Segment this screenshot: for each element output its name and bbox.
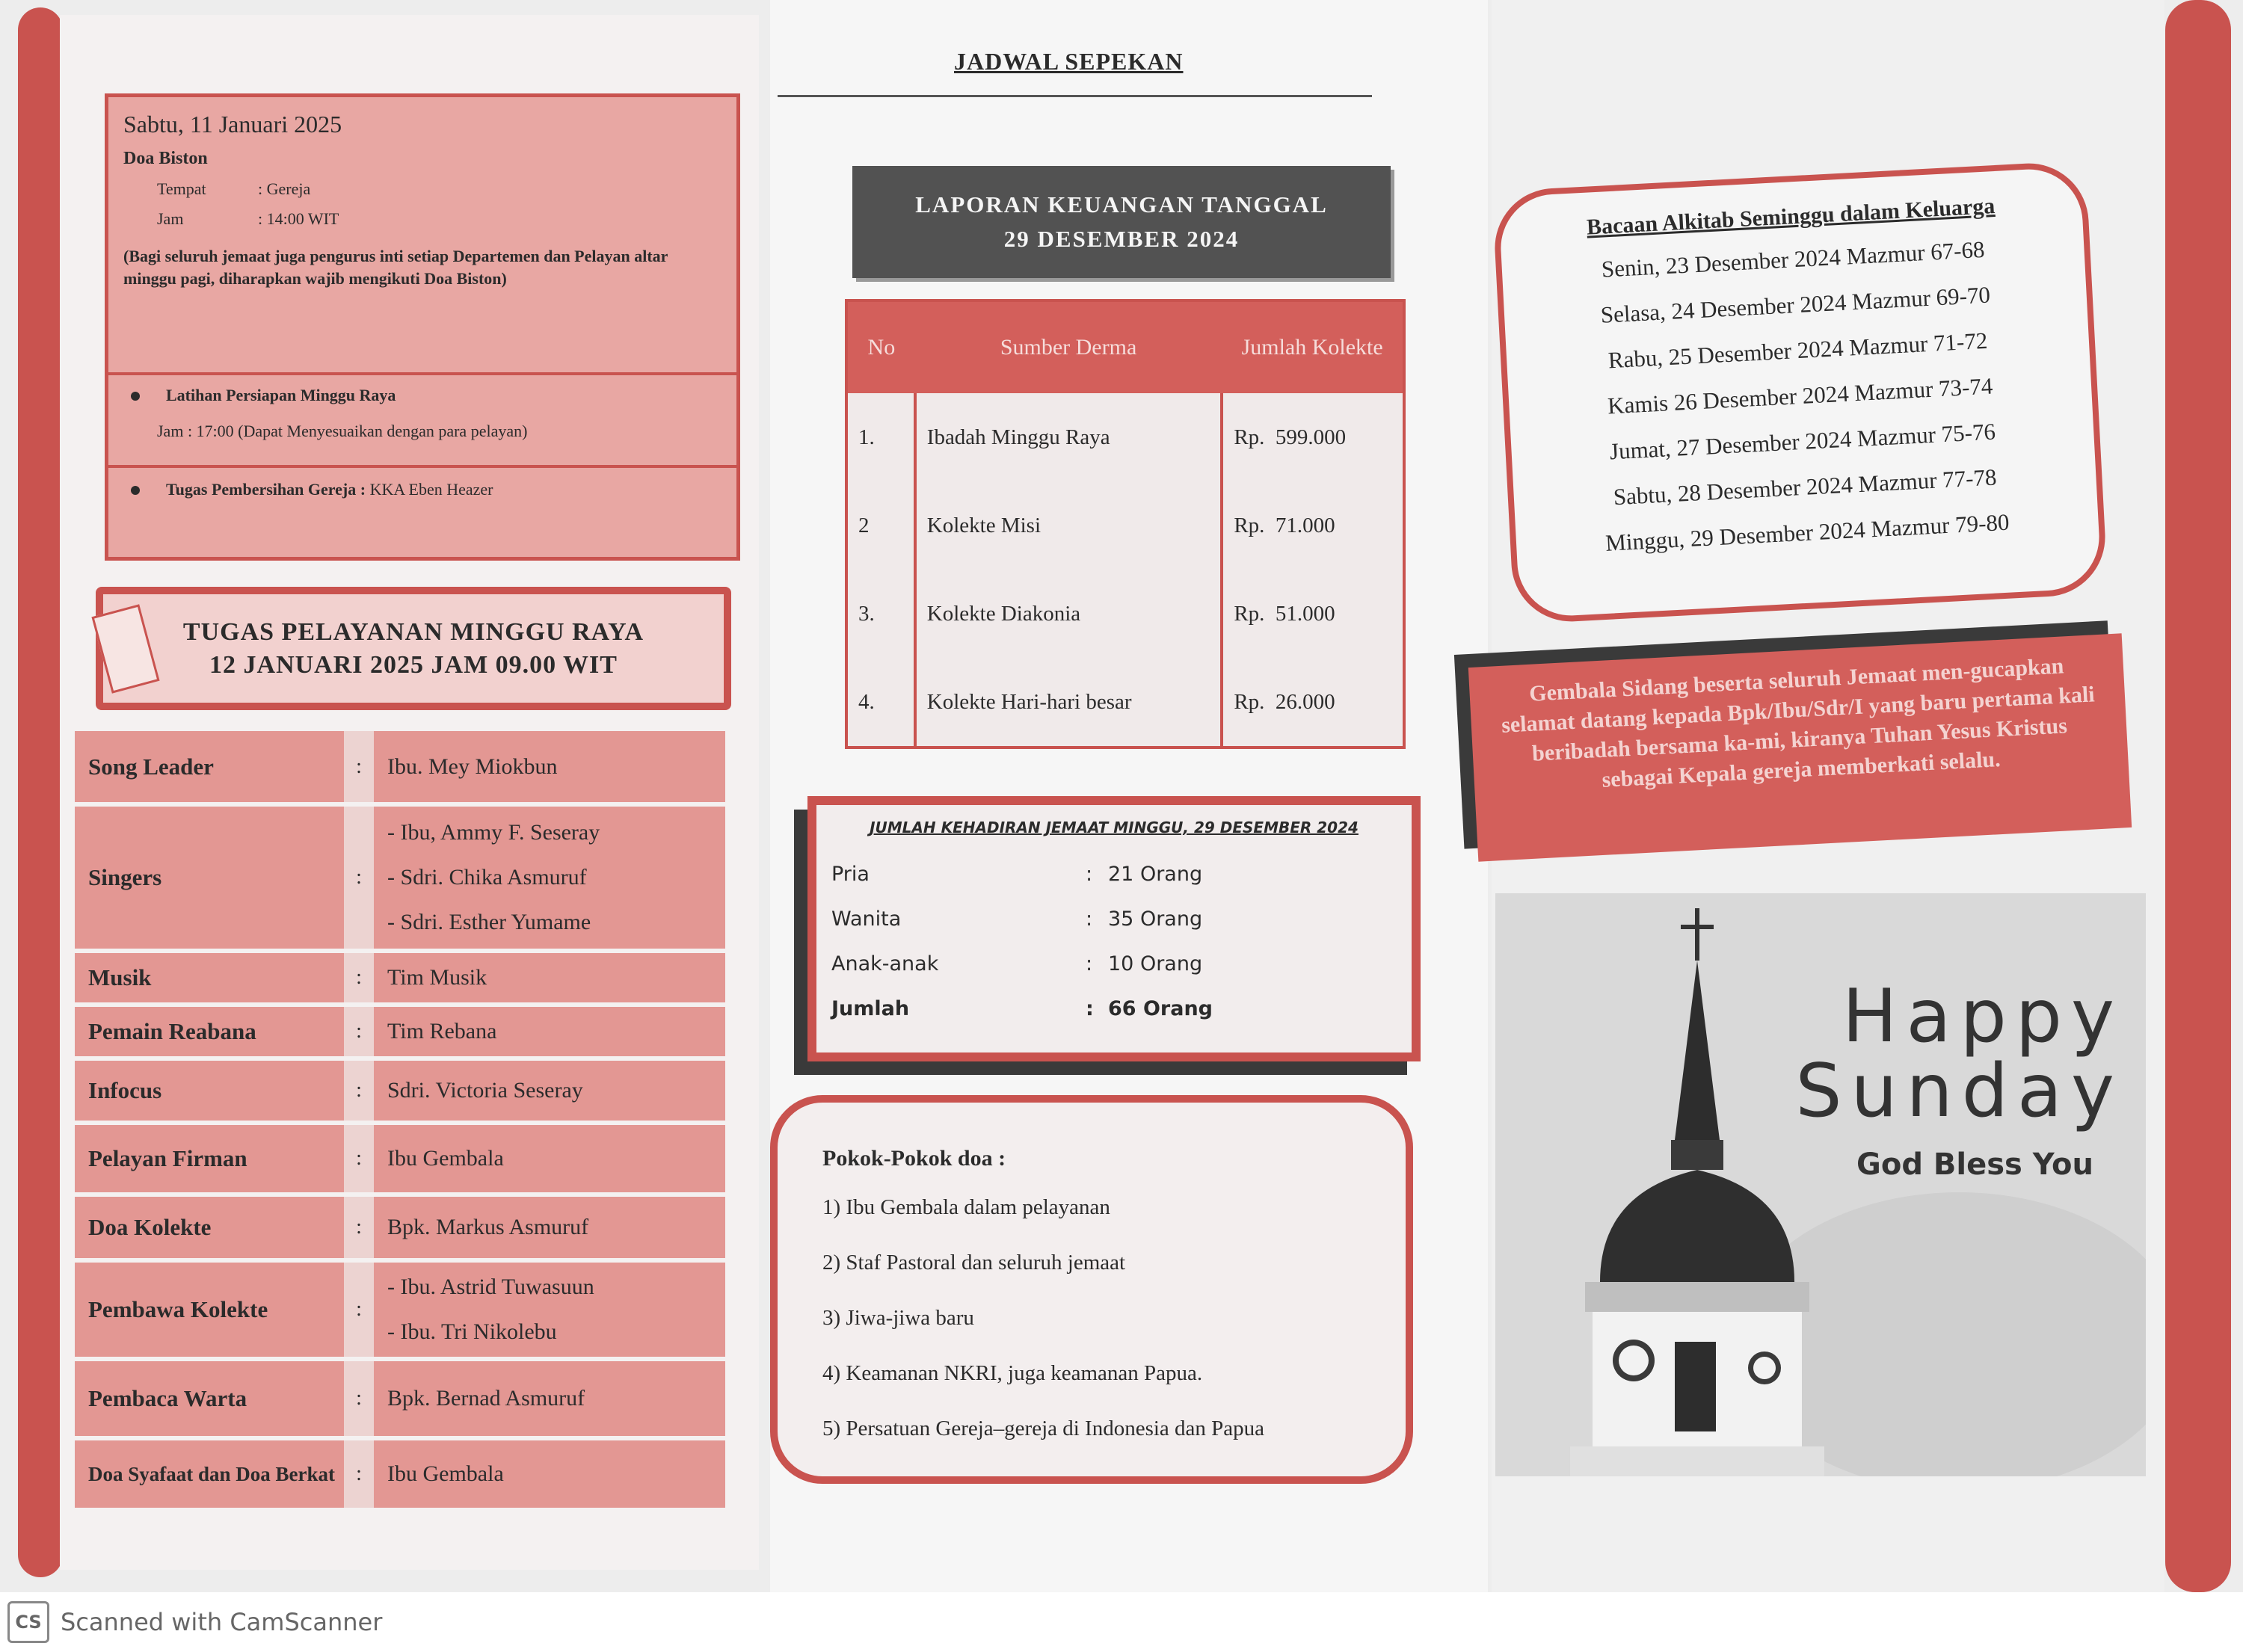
amount: 26.000 — [1275, 689, 1335, 714]
duty-person: - Ibu. Tri Nikolebu — [387, 1319, 557, 1344]
prayer-item: 3) Jiwa-jiwa baru — [822, 1306, 974, 1330]
duty-role: Musik — [75, 953, 344, 1002]
duty-colon: : — [344, 1263, 374, 1357]
finance-title-line1: LAPORAN KEUANGAN TANGGAL — [915, 191, 1328, 218]
prayer-title: Pokok-Pokok doa : — [822, 1146, 1006, 1171]
duty-row — [75, 1361, 725, 1436]
right-red-border — [2165, 0, 2231, 1592]
row-amount — [1222, 570, 1404, 658]
bible-reading-title: Bacaan Alkitab Seminggu dalam Keluarga — [1586, 194, 1996, 240]
duty-role: Pembawa Kolekte — [75, 1263, 344, 1357]
weekly-event-box — [105, 93, 740, 561]
row-no: 4. — [846, 658, 915, 748]
prayer-item: 4) Keamanan NKRI, juga keamanan Papua. — [822, 1361, 1203, 1385]
event-note: (Bagi seluruh jemaat juga pengurus inti setiap Departemen dan Pelayan altar minggu pagi, diharapkan wajib mengikuti Doa Biston) — [123, 247, 668, 288]
greeting-line2: Sunday — [1795, 1049, 2123, 1134]
attendance-value: 21 Orang — [1108, 862, 1203, 886]
currency: Rp. — [1234, 601, 1265, 626]
amount: 599.000 — [1275, 425, 1347, 449]
attendance-total-row: Jumlah : 66 Orang — [831, 996, 1213, 1020]
god-bless-text: God Bless You — [1856, 1147, 2093, 1182]
duty-value — [374, 1440, 725, 1508]
prayer-box — [770, 1095, 1413, 1484]
row-no: 2 — [846, 481, 915, 570]
duty-value — [374, 1007, 725, 1056]
attendance-total-label: Jumlah — [831, 996, 910, 1020]
row-source: Kolekte Hari-hari besar — [915, 658, 1222, 748]
greeting-line1: Happy — [1842, 974, 2123, 1059]
row-amount — [1222, 481, 1404, 570]
duty-role: Song Leader — [75, 731, 344, 802]
duty-person: - Sdri. Esther Yumame — [387, 910, 591, 934]
attendance-title: JUMLAH KEHADIRAN JEMAAT MINGGU, 29 DESEMBER 2024 — [870, 819, 1359, 836]
attendance-label: Wanita — [831, 907, 902, 931]
bible-reading-item: Kamis 26 Desember 2024 Mazmur 73-74 — [1607, 372, 1994, 419]
duty-role: Pelayan Firman — [75, 1125, 344, 1192]
event-date: Sabtu, 11 Januari 2025 — [123, 111, 342, 138]
finance-title-line2: 29 DESEMBER 2024 — [1003, 226, 1240, 252]
duty-row — [75, 1007, 725, 1056]
row-amount — [1222, 658, 1404, 748]
attendance-row: Pria : 21 Orang — [831, 862, 1203, 886]
duty-colon: : — [344, 1440, 374, 1508]
duty-value — [374, 1263, 725, 1357]
duty-person: Tim Musik — [387, 965, 487, 990]
practice-time: Jam : 17:00 (Dapat Menyesuaikan dengan para pelayan) — [157, 422, 528, 440]
header-no: No — [846, 300, 915, 393]
bible-reading-item: Minggu, 29 Desember 2024 Mazmur 79-80 — [1604, 508, 2010, 556]
finance-table — [845, 299, 1406, 749]
happy-sunday-image — [1495, 893, 2146, 1476]
attendance-row: Anak-anak : 10 Orang — [831, 952, 1203, 976]
duty-person: Ibu Gembala — [387, 1146, 504, 1171]
scanner-footer — [0, 1592, 2243, 1652]
duty-person: Ibu Gembala — [387, 1461, 504, 1486]
event-time — [123, 209, 721, 229]
table-row — [846, 393, 1404, 481]
duty-role: Singers — [75, 807, 344, 949]
happy-sunday-text — [1795, 974, 2123, 1134]
bible-reading-item: Selasa, 24 Desember 2024 Mazmur 69-70 — [1599, 281, 1991, 328]
practice-section — [108, 375, 736, 468]
amount: 71.000 — [1275, 513, 1335, 537]
duty-row — [75, 1263, 725, 1357]
duty-value — [374, 731, 725, 802]
event-place — [123, 179, 721, 199]
bible-reading-box — [1492, 161, 2108, 625]
table-row — [846, 570, 1404, 658]
duty-table — [75, 731, 725, 1512]
amount: 51.000 — [1275, 601, 1335, 626]
duty-banner-title: TUGAS PELAYANAN MINGGU RAYA — [182, 617, 644, 646]
duty-role: Doa Syafaat dan Doa Berkat — [75, 1440, 344, 1508]
duty-person: Sdri. Victoria Seseray — [387, 1078, 583, 1103]
duty-person: - Sdri. Chika Asmuruf — [387, 865, 587, 890]
table-row — [846, 481, 1404, 570]
attendance-row: Wanita : 35 Orang — [831, 907, 1203, 931]
duty-row — [75, 1440, 725, 1508]
page-title: JADWAL SEPEKAN — [954, 48, 1184, 75]
finance-title — [852, 166, 1391, 278]
finance-header-row — [846, 300, 1404, 393]
practice-title: Latihan Persiapan Minggu Raya — [166, 386, 396, 404]
cleaning-value: KKA Eben Heazer — [369, 480, 493, 499]
prayer-item: 1) Ibu Gembala dalam pelayanan — [822, 1195, 1110, 1219]
attendance-total-value: 66 Orang — [1108, 996, 1213, 1020]
duty-row — [75, 1125, 725, 1192]
row-source: Kolekte Misi — [915, 481, 1222, 570]
title-divider — [778, 95, 1372, 97]
cleaning-label: Tugas Pembersihan Gereja : — [166, 480, 366, 499]
place-value: : Gereja — [258, 179, 311, 198]
left-red-border — [18, 7, 63, 1577]
duty-row — [75, 731, 725, 802]
header-amount: Jumlah Kolekte — [1222, 300, 1404, 393]
duty-colon: : — [344, 1197, 374, 1258]
duty-value — [374, 1061, 725, 1121]
duty-colon: : — [344, 1125, 374, 1192]
duty-row — [75, 953, 725, 1002]
prayer-item: 2) Staf Pastoral dan seluruh jemaat — [822, 1251, 1126, 1275]
row-source: Kolekte Diakonia — [915, 570, 1222, 658]
camscanner-logo-icon: CS — [7, 1601, 49, 1643]
duty-value — [374, 1197, 725, 1258]
place-label: Tempat — [157, 179, 206, 198]
row-no: 1. — [846, 393, 915, 481]
bible-reading-item: Jumat, 27 Desember 2024 Mazmur 75-76 — [1609, 418, 1996, 465]
duty-value — [374, 1125, 725, 1192]
attendance-value: 10 Orang — [1108, 952, 1203, 976]
header-source: Sumber Derma — [915, 300, 1222, 393]
bullet-icon — [131, 392, 140, 401]
duty-role: Pembaca Warta — [75, 1361, 344, 1436]
duty-role: Doa Kolekte — [75, 1197, 344, 1258]
duty-value — [374, 953, 725, 1002]
duty-value — [374, 807, 725, 949]
attendance-value: 35 Orang — [1108, 907, 1203, 931]
duty-person: - Ibu, Ammy F. Seseray — [387, 820, 600, 845]
scanner-text: Scanned with CamScanner — [61, 1608, 383, 1636]
attendance-label: Pria — [831, 862, 870, 886]
row-amount — [1222, 393, 1404, 481]
duty-role: Pemain Reabana — [75, 1007, 344, 1056]
currency: Rp. — [1234, 513, 1265, 537]
currency: Rp. — [1234, 689, 1265, 714]
duty-row — [75, 807, 725, 949]
time-value: : 14:00 WIT — [258, 209, 339, 228]
duty-person: - Ibu. Astrid Tuwasuun — [387, 1275, 594, 1299]
duty-person: Ibu. Mey Miokbun — [387, 753, 558, 779]
duty-colon: : — [344, 1061, 374, 1121]
duty-colon: : — [344, 807, 374, 949]
duty-value — [374, 1361, 725, 1436]
duty-colon: : — [344, 953, 374, 1002]
attendance-box — [807, 796, 1421, 1061]
bible-reading-item: Rabu, 25 Desember 2024 Mazmur 71-72 — [1607, 327, 1989, 374]
attendance-label: Anak-anak — [831, 952, 939, 976]
duty-person: Bpk. Markus Asmuruf — [387, 1215, 589, 1239]
duty-colon: : — [344, 731, 374, 802]
duty-row — [75, 1061, 725, 1121]
welcome-message: Gembala Sidang beserta seluruh Jemaat men-gucapkan selamat datang kepada Bpk/Ibu/Sdr/I yang baru pertama kali beribadah bersama ka-mi, kiranya Tuhan Yesus Kristus sebagai Kepala gereja memberkati selalu. — [1468, 633, 2132, 861]
table-row — [846, 658, 1404, 748]
duty-person: Bpk. Bernad Asmuruf — [387, 1386, 585, 1411]
time-label: Jam — [157, 209, 184, 228]
event-details — [108, 97, 736, 375]
duty-banner — [96, 587, 731, 710]
duty-colon: : — [344, 1007, 374, 1056]
row-no: 3. — [846, 570, 915, 658]
cleaning-section — [108, 468, 736, 511]
bible-reading-item: Senin, 23 Desember 2024 Mazmur 67-68 — [1601, 235, 1986, 283]
currency: Rp. — [1234, 425, 1265, 449]
duty-colon: : — [344, 1361, 374, 1436]
row-source: Ibadah Minggu Raya — [915, 393, 1222, 481]
duty-banner-date: 12 JANUARI 2025 JAM 09.00 WIT — [209, 650, 618, 679]
prayer-item: 5) Persatuan Gereja–gereja di Indonesia dan Papua — [822, 1417, 1265, 1440]
duty-role: Infocus — [75, 1061, 344, 1121]
duty-person: Tim Rebana — [387, 1019, 497, 1044]
bible-reading-item: Sabtu, 28 Desember 2024 Mazmur 77-78 — [1612, 463, 1998, 511]
event-title: Doa Biston — [123, 149, 208, 168]
bullet-icon — [131, 486, 140, 495]
duty-row — [75, 1197, 725, 1258]
